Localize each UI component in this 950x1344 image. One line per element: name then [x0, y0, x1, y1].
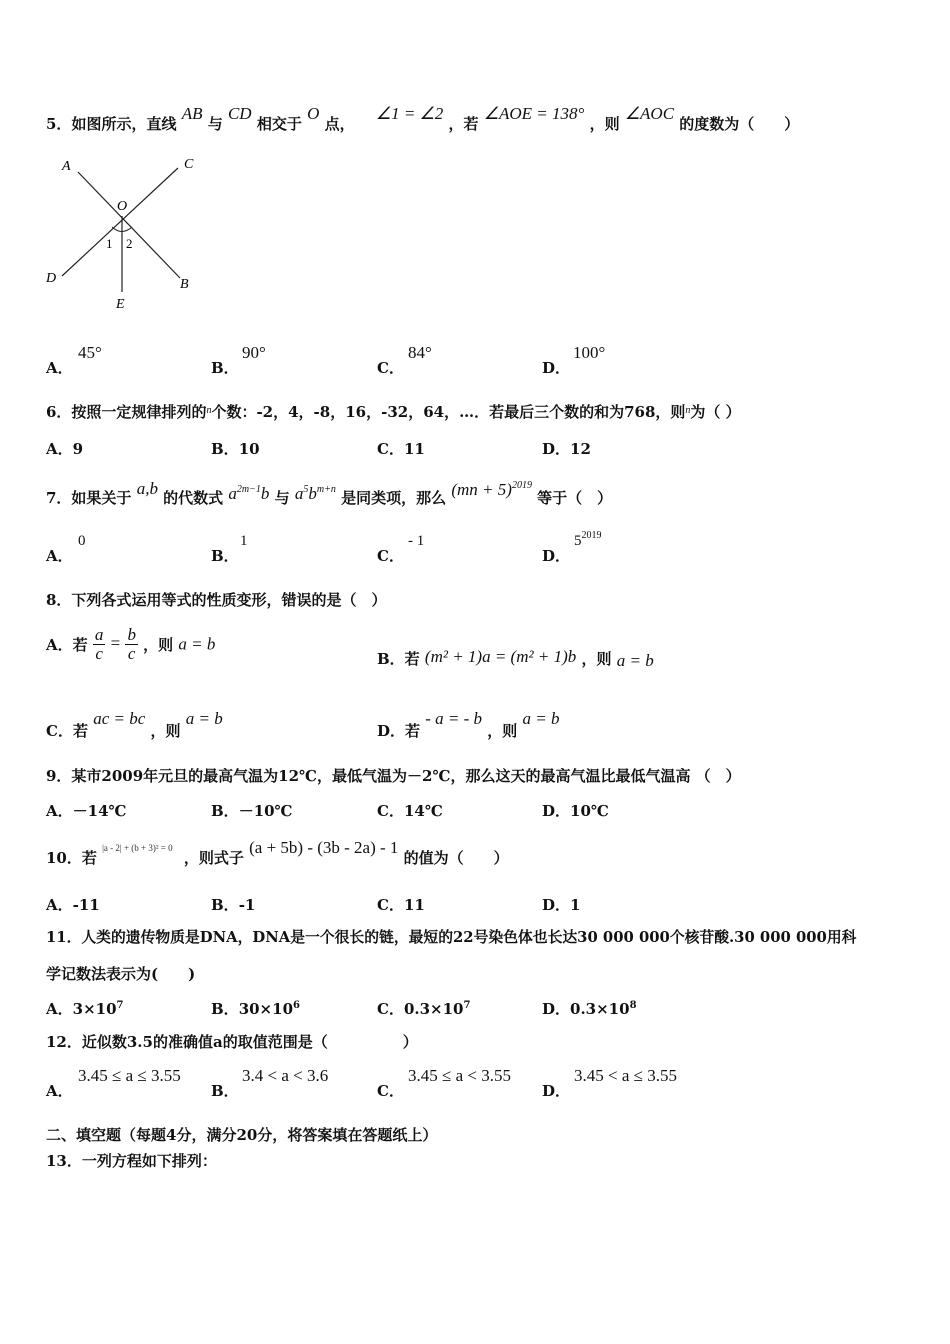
q5-option-d-value: 100°: [573, 343, 606, 362]
q8-stem: 8．下列各式运用等式的性质变形，错误的是（ ）: [46, 591, 387, 609]
q11-stem-line2: 学记数法表示为( ): [46, 965, 196, 983]
q5-option-a[interactable]: A．: [46, 359, 73, 377]
q5-option-c-value: 84°: [408, 343, 432, 362]
line-ab: [78, 172, 180, 278]
q12-option-c[interactable]: C．: [377, 1082, 404, 1100]
label-angle-2: 2: [126, 236, 133, 251]
q7-option-c[interactable]: C．: [377, 547, 404, 565]
q12-stem: 12．近似数3.5的准确值a的取值范围是（ ）: [46, 1033, 418, 1051]
q7-option-a-value: 0: [78, 533, 86, 549]
q10-option-a[interactable]: A．-11: [46, 896, 100, 914]
label-o: O: [117, 199, 128, 214]
q5-angle-condition: ∠1 = ∠2: [375, 104, 444, 123]
q10-expression: (a + 5b) - (3b - 2a) - 1: [249, 838, 399, 857]
q8-option-d[interactable]: D．若 - a = - b ，则 a = b: [377, 709, 560, 740]
q12-option-b-value: 3.4 < a < 3.6: [242, 1066, 329, 1085]
q5-angle-aoc: ∠AOC: [624, 104, 675, 123]
q5-angle-aoe: ∠AOE = 138°: [483, 104, 585, 123]
label-d: D: [46, 271, 57, 286]
q11-option-a[interactable]: A．$3\times 10^7$: [46, 1000, 124, 1018]
q5-geometry-figure: [40, 150, 210, 315]
label-e: E: [116, 297, 125, 312]
q6-option-d[interactable]: D．12: [542, 440, 591, 458]
q8-option-b[interactable]: B．若 (m² + 1)a = (m² + 1)b ，则 a = b: [377, 647, 654, 670]
q12-option-b[interactable]: B．: [211, 1082, 239, 1100]
q9-option-b[interactable]: B．－10℃: [211, 802, 293, 820]
q10-condition: |a - 2| + (b + 3)² = 0: [102, 843, 173, 853]
q9-option-d[interactable]: D．10℃: [542, 802, 609, 820]
q11-option-b[interactable]: B．$30\times 10^6$: [211, 1000, 300, 1018]
q10-stem: 10．若 $^{|a - 2| + (b + 3)^2 = 0}$ ，则式子 (a + 5b) - (3b - 2a) - 1 的值为（ ）: [46, 838, 509, 867]
label-c: C: [184, 157, 194, 172]
q11-option-c[interactable]: C．$0.3\times 10^7$: [377, 1000, 471, 1018]
q10-option-c[interactable]: C．11: [377, 896, 425, 914]
q11-option-d[interactable]: D．$0.3\times 10^8$: [542, 1000, 637, 1018]
q7-stem: 7．如果关于 a,b 的代数式 $a^{2m-1}b$ 与 $a^5b^{m+n}$ 是同类项，那么 (mn + 5)$^{2019}$ 等于（ ）: [46, 479, 613, 507]
q9-option-a[interactable]: A．－14℃: [46, 802, 127, 820]
q12-option-a-value: 3.45 ≤ a ≤ 3.55: [78, 1066, 181, 1085]
q13-stem: 13．一列方程如下排列：: [46, 1152, 217, 1170]
q5-option-c[interactable]: C．: [377, 359, 404, 377]
q6-option-c[interactable]: C．11: [377, 440, 425, 458]
q7-option-b[interactable]: B．: [211, 547, 239, 565]
q12-option-d-value: 3.45 < a ≤ 3.55: [574, 1066, 677, 1085]
q7-option-b-value: 1: [240, 533, 248, 549]
q11-stem-line1: 11．人类的遗传物质是DNA，DNA是一个很长的链，最短的22号染色体也长达30 000 000个核苷酸.30 000 000用科: [46, 929, 857, 946]
q5-option-b-value: 90°: [242, 343, 266, 362]
section2-title: 二、填空题（每题4分，满分20分，将答案填在答题纸上）: [46, 1126, 438, 1144]
label-b: B: [180, 277, 189, 292]
q5-line-cd: CD: [227, 104, 252, 123]
q5-option-d[interactable]: D．: [542, 359, 571, 377]
q6-stem: 6．按照一定规律排列的$^n$个数：-2，4，-8，16，-32，64，…．若最后三个数的和为768，则$^n$为（ ）: [46, 403, 741, 421]
q10-option-b[interactable]: B．-1: [211, 896, 256, 914]
q7-option-d[interactable]: D．: [542, 547, 571, 565]
q12-option-a[interactable]: A．: [46, 1082, 73, 1100]
q8-option-a[interactable]: A．若 $\frac{a}{c}$ = $\frac{b}{c}$ ，则 a = b: [46, 625, 216, 663]
q7-option-a[interactable]: A．: [46, 547, 73, 565]
label-a: A: [62, 159, 71, 174]
q5-option-a-value: 45°: [78, 343, 102, 362]
q9-stem: 9．某市2009年元旦的最高气温为12℃，最低气温为－2℃，那么这天的最高气温比最低气温高 （ ）: [46, 767, 741, 785]
q5-line-ab: AB: [181, 104, 203, 123]
q6-option-b[interactable]: B．10: [211, 440, 260, 458]
q7-option-d-value: $5^{2019}$: [574, 530, 602, 549]
q12-option-c-value: 3.45 ≤ a < 3.55: [408, 1066, 511, 1085]
line-cd: [62, 168, 178, 276]
q5-point-o: O: [307, 104, 320, 123]
q9-option-c[interactable]: C．14℃: [377, 802, 443, 820]
q10-option-d[interactable]: D．1: [542, 896, 581, 914]
q5-stem: 5．如图所示，直线 AB 与 CD 相交于 O 点， ∠1 = ∠2 ，若 ∠AOE = 138° ，则 ∠AOC 的度数为（ ）: [46, 104, 800, 133]
q5-option-b[interactable]: B．: [211, 359, 239, 377]
q7-option-c-value: - 1: [408, 533, 425, 549]
q8-option-c[interactable]: C．若 ac = bc ，则 a = b: [46, 709, 223, 740]
q12-option-d[interactable]: D．: [542, 1082, 571, 1100]
q6-option-a[interactable]: A．9: [46, 440, 84, 458]
label-angle-1: 1: [106, 236, 113, 251]
